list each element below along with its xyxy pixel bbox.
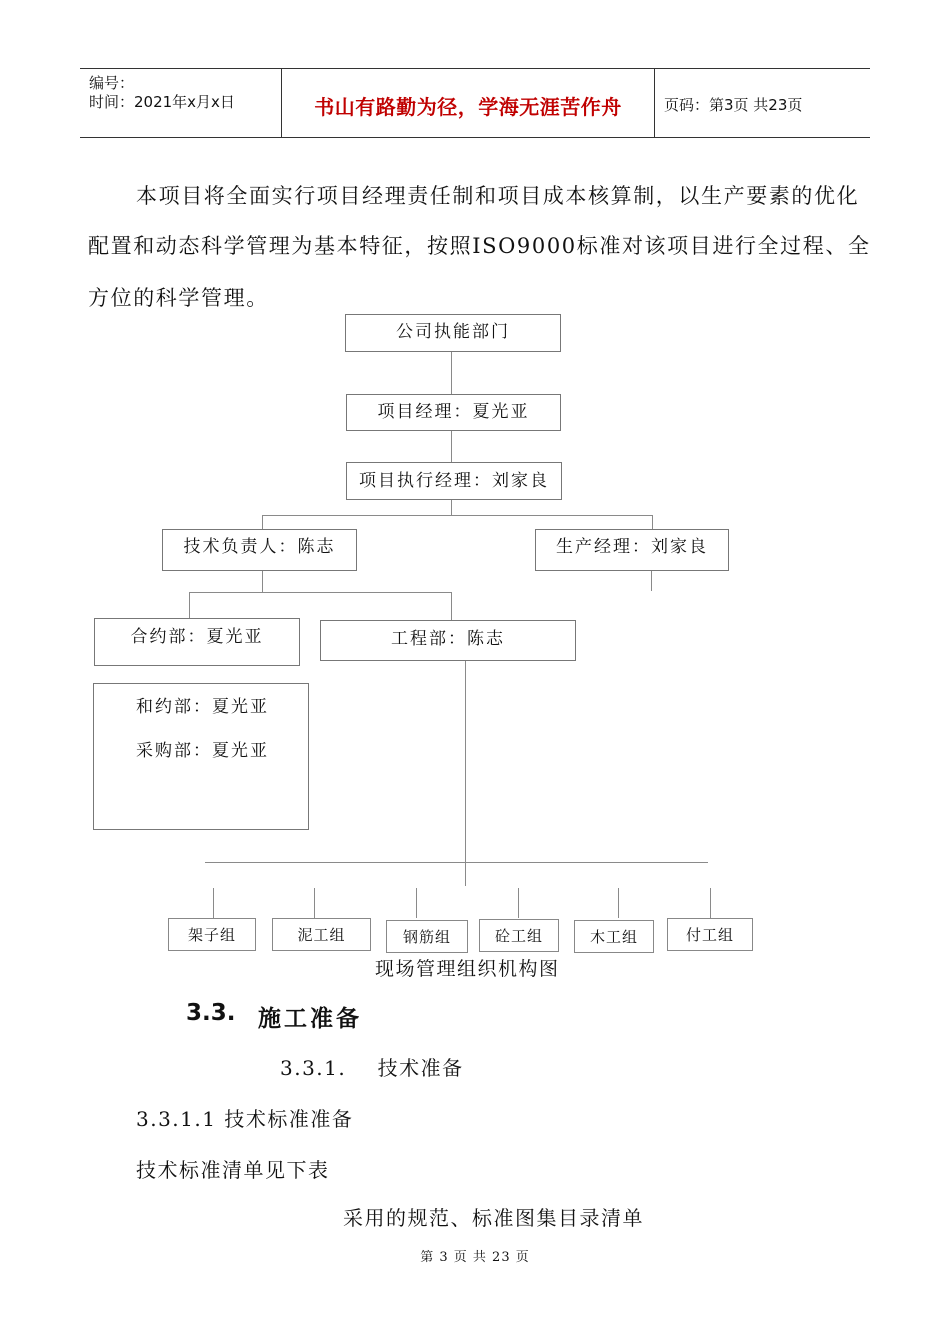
connector [451, 352, 452, 394]
header-motto-cell [281, 69, 655, 137]
connector [262, 515, 652, 516]
team-box: 钢筋组 [386, 920, 468, 953]
team-box: 泥工组 [272, 918, 371, 951]
connector [262, 571, 263, 593]
intro-line-2: 配置和动态科学管理为基本特征，按照ISO9000标准对该项目进行全过程、全 [88, 234, 871, 258]
org-purchasing-dept: 采购部：夏光亚 [136, 741, 269, 761]
connector [213, 888, 214, 918]
table-title: 采用的规范、标准图集目录清单 [343, 1206, 644, 1230]
time-label: 时间：2021年x月x日 [89, 93, 235, 111]
section-number: 3.3. [186, 1000, 236, 1026]
connector [465, 661, 466, 886]
header-page-cell [654, 69, 870, 137]
page-footer: 第 3 页 共 23 页 [420, 1250, 530, 1265]
team-box: 木工组 [574, 920, 654, 953]
number-label: 编号： [89, 74, 135, 92]
connector [651, 571, 652, 591]
org-pm-box: 项目经理：夏光亚 [346, 394, 561, 431]
connector [451, 431, 452, 462]
body-text: 技术标准清单见下表 [136, 1158, 330, 1182]
org-chart-caption: 现场管理组织机构图 [375, 958, 560, 980]
connector [314, 888, 315, 918]
connector [618, 888, 619, 918]
connector [451, 592, 452, 620]
org-contract-dept-box: 合约部：夏光亚 [94, 618, 300, 666]
connector [518, 888, 519, 918]
connector [451, 500, 452, 516]
org-prod-mgr-box: 生产经理：刘家良 [535, 529, 729, 571]
team-box: 砼工组 [479, 919, 559, 952]
connector [189, 592, 451, 593]
connector [652, 515, 653, 529]
motto: 书山有路勤为径，学海无涯苦作舟 [314, 95, 622, 119]
subsection-heading: 3.3.1. 技术准备 [280, 1056, 464, 1080]
page-info: 页码：第3页 共23页 [664, 96, 803, 114]
org-contract-dept-2: 和约部：夏光亚 [136, 697, 269, 717]
connector [189, 592, 190, 618]
team-box: 架子组 [168, 918, 256, 951]
connector [262, 515, 263, 529]
intro-line-3: 方位的科学管理。 [88, 286, 269, 310]
org-tech-lead-box: 技术负责人：陈志 [162, 529, 357, 571]
header-left-cell [80, 69, 281, 137]
org-dept-group-box [93, 683, 309, 830]
org-engineering-dept-box: 工程部：陈志 [320, 620, 576, 661]
org-company-box: 公司执能部门 [345, 314, 561, 352]
org-exec-pm-box: 项目执行经理：刘家良 [346, 462, 562, 500]
page-header [80, 68, 870, 138]
connector [416, 888, 417, 918]
section-title: 施工准备 [258, 1006, 362, 1032]
connector [710, 888, 711, 918]
intro-line-1: 本项目将全面实行项目经理责任制和项目成本核算制，以生产要素的优化 [136, 184, 860, 208]
team-box: 付工组 [667, 918, 753, 951]
sub-subsection-heading: 3.3.1.1 技术标准准备 [136, 1107, 354, 1131]
connector [205, 862, 708, 863]
